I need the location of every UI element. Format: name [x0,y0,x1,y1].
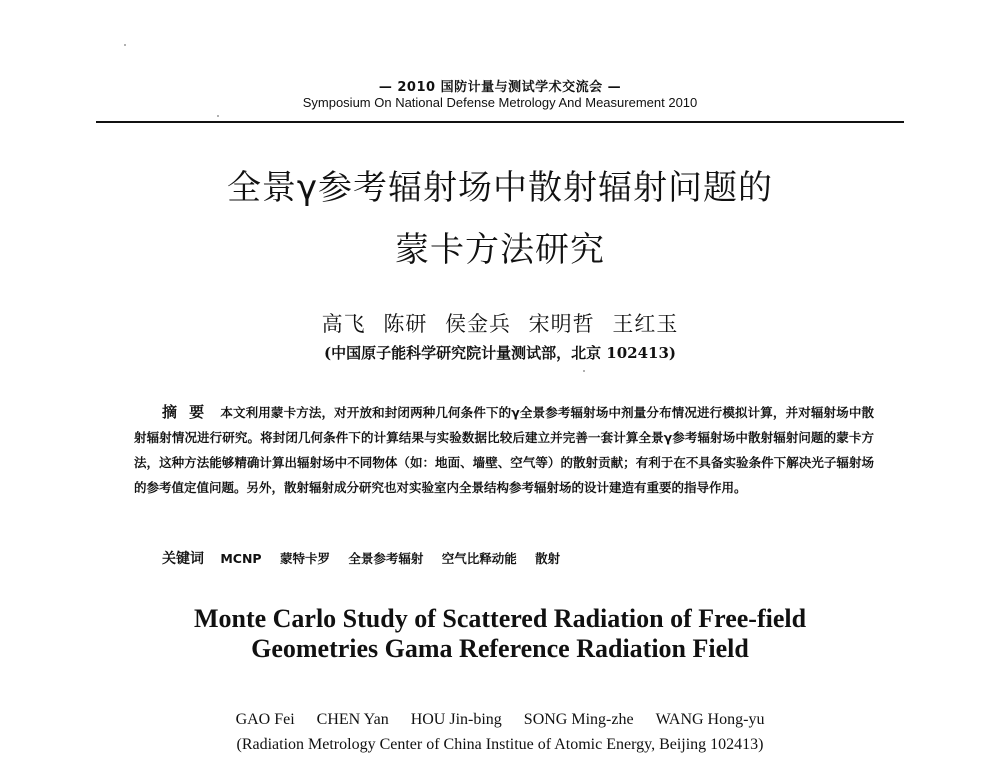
title-cn-line1: 全景γ参考辐射场中散射辐射问题的 [226,168,774,208]
scan-speck [217,115,219,117]
author-en: CHEN Yan [316,711,389,728]
authors-cn: 高飞 陈研 侯金兵 宋明哲 王红玉 [321,312,679,336]
abstract-label: 摘要 [162,403,217,421]
abstract-text: 本文利用蒙卡方法，对开放和封闭两种几何条件下的γ全景参考辐射场中剂量分布情况进行模拟计算，并对辐射场中散射辐射情况进行研究。将封闭几何条件下的计算结果与实验数据比较后建立并完善一套计算全景γ参考辐射场中散射辐射问题的蒙卡方法，这种方法能够精确计算出辐射场中不同物体（如：地面、墙壁、空气等）的散射贡献；有利于在不具备实验条件下解决光子辐射场的参考值定值问题。另外，散射辐射成分研究也对实验室内全景结构参考辐射场的设计建造有重要的指导作用。 [134,405,874,495]
affiliation-cn: (中国原子能科学研究院计量测试部，北京 102413) [323,344,677,362]
abstract-cn [134,400,874,500]
author-en: WANG Hong-yu [655,711,765,728]
title-cn-line2: 蒙卡方法研究 [395,230,605,270]
keyword: 空气比释动能 [441,551,517,566]
scan-speck [583,370,585,372]
author-en: SONG Ming-zhe [523,711,634,728]
keyword: 散射 [535,551,561,566]
keywords-cn [162,548,574,568]
running-header-cn: — 2010 国防计量与测试学术交流会 — [378,80,622,95]
authors-en [0,711,1000,729]
keywords-label: 关键词 [162,551,204,567]
keyword: 蒙特卡罗 [279,551,330,566]
keyword: 全景参考辐射 [348,551,424,566]
author-en: GAO Fei [235,711,295,728]
running-header-en: Symposium On National Defense Metrology And Measurement 2010 [302,95,698,110]
title-en-line1: Monte Carlo Study of Scattered Radiation of Free-field [193,604,807,633]
author-en: HOU Jin-bing [410,711,502,728]
scan-speck [124,44,126,46]
affiliation-en: (Radiation Metrology Center of China Institue of Atomic Energy, Beijing 102413) [236,736,764,753]
title-en-line2: Geometries Gama Reference Radiation Field [251,634,749,663]
keyword: MCNP [220,551,262,566]
header-rule [96,121,904,123]
